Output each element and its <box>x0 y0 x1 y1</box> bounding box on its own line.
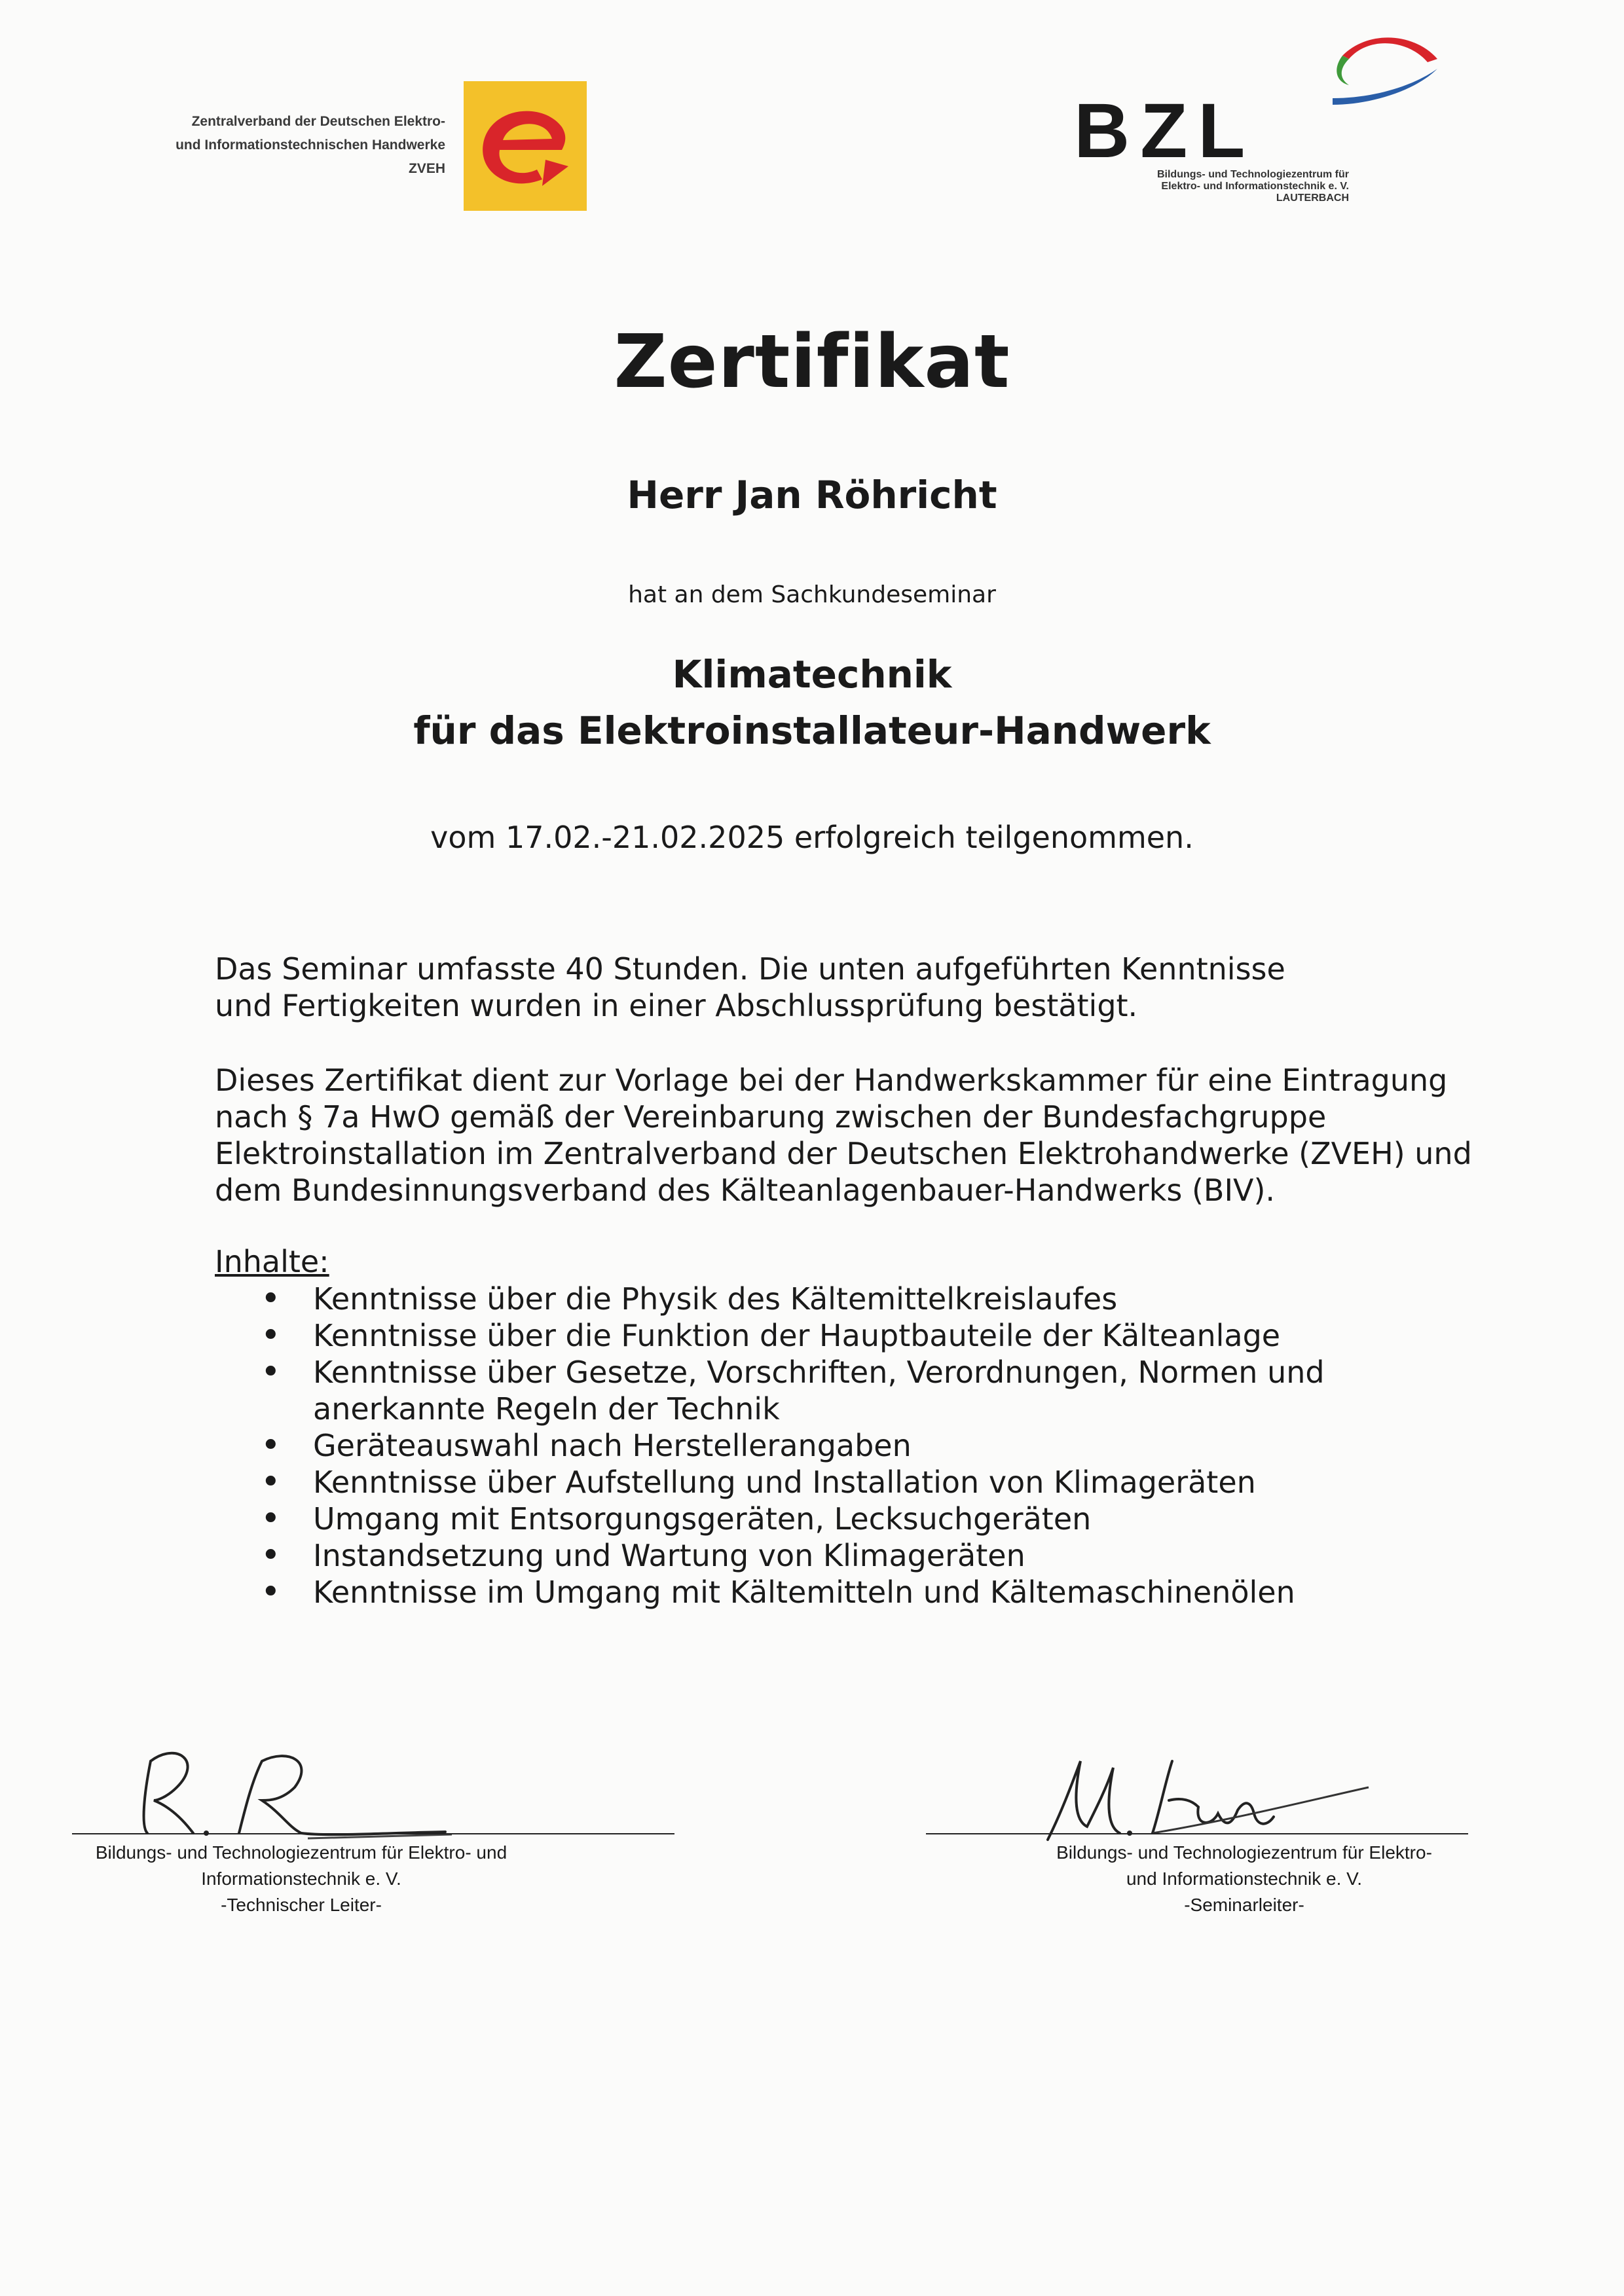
signature-caption-left <box>72 1840 530 1918</box>
contents-list <box>215 1281 1459 1611</box>
paragraph-certificate-purpose <box>215 1062 1511 1209</box>
zveh-line-2: und Informationstechnischen Handwerke <box>175 137 445 153</box>
paragraph-line: dem Bundesinnungsverband des Kälteanlagenbauer-Handwerks (BIV). <box>215 1173 1276 1208</box>
signature-technical-lead <box>131 1735 471 1846</box>
paragraph-line: Elektroinstallation im Zentralverband der Deutschen Elektrohandwerke (ZVEH) und <box>215 1136 1472 1171</box>
date-line: vom 17.02.-21.02.2025 erfolgreich teilgenommen. <box>430 820 1194 855</box>
course-title-line-2: für das Elektroinstallateur-Handwerk <box>413 708 1211 753</box>
signature-line-right <box>926 1833 1468 1834</box>
certificate-title: Zertifikat <box>614 319 1010 405</box>
signature-caption-line: Bildungs- und Technologiezentrum für Elektro- und <box>95 1842 507 1863</box>
contents-item: • Kenntnisse über Aufstellung und Installation von Klimageräten <box>215 1464 1459 1501</box>
bzl-logo <box>1074 33 1447 157</box>
contents-item: • Instandsetzung und Wartung von Klimageräten <box>215 1537 1459 1574</box>
contents-item: • Geräteauswahl nach Herstellerangaben <box>215 1427 1459 1464</box>
recipient-name: Herr Jan Röhricht <box>627 473 997 517</box>
zveh-name <box>131 110 445 181</box>
contents-heading: Inhalte: <box>215 1244 329 1279</box>
contents-item: • Kenntnisse über die Physik des Kältemittelkreislaufes <box>215 1281 1459 1317</box>
contents-item <box>215 1354 1459 1427</box>
signature-role: -Seminarleiter- <box>1184 1895 1304 1915</box>
bzl-swoosh-blue <box>1333 69 1437 105</box>
intro-text: hat an dem Sachkundeseminar <box>628 581 996 608</box>
contents-item: • Kenntnisse im Umgang mit Kältemitteln und Kältemaschinenölen <box>215 1574 1459 1611</box>
bzl-swoosh-red <box>1342 37 1437 62</box>
signature-caption-line: Informationstechnik e. V. <box>201 1868 401 1889</box>
contents-item-continuation: anerkannte Regeln der Technik <box>313 1391 780 1427</box>
zveh-line-1: Zentralverband der Deutschen Elektro- <box>191 114 445 129</box>
signature-caption-right <box>1015 1840 1473 1918</box>
signature-role: -Technischer Leiter- <box>221 1895 382 1915</box>
signature-caption-line: Bildungs- und Technologiezentrum für Elektro- <box>1056 1842 1432 1863</box>
bzl-sub-line-3: LAUTERBACH <box>1276 192 1349 204</box>
contents-item: • Umgang mit Entsorgungsgeräten, Lecksuchgeräten <box>215 1501 1459 1537</box>
paragraph-seminar-hours <box>215 951 1511 1024</box>
signature-caption-line: und Informationstechnik e. V. <box>1126 1868 1363 1889</box>
bzl-logo-text: BZL <box>1074 88 1256 157</box>
paragraph-line: nach § 7a HwO gemäß der Vereinbarung zwischen der Bundesfachgruppe <box>215 1099 1327 1135</box>
signature-line-left <box>72 1833 674 1834</box>
contents-item: • Kenntnisse über die Funktion der Hauptbauteile der Kälteanlage <box>215 1317 1459 1354</box>
zveh-logo <box>464 81 587 211</box>
bzl-swoosh-green <box>1337 56 1349 85</box>
bzl-subtitle <box>1074 169 1349 204</box>
contents-item-text: Kenntnisse über Gesetze, Vorschriften, Verordnungen, Normen und <box>313 1355 1325 1390</box>
signature-seminar-lead <box>1035 1741 1375 1846</box>
course-title-line-1: Klimatechnik <box>672 652 952 697</box>
paragraph-line: Das Seminar umfasste 40 Stunden. Die unten aufgeführten Kenntnisse <box>215 951 1285 987</box>
bzl-sub-line-1: Bildungs- und Technologiezentrum für <box>1156 169 1349 180</box>
paragraph-line: Dieses Zertifikat dient zur Vorlage bei der Handwerkskammer für eine Eintragung <box>215 1063 1448 1098</box>
bzl-sub-line-2: Elektro- und Informationstechnik e. V. <box>1161 181 1349 192</box>
paragraph-line: und Fertigkeiten wurden in einer Abschlussprüfung bestätigt. <box>215 988 1138 1023</box>
zveh-line-3: ZVEH <box>408 161 445 176</box>
